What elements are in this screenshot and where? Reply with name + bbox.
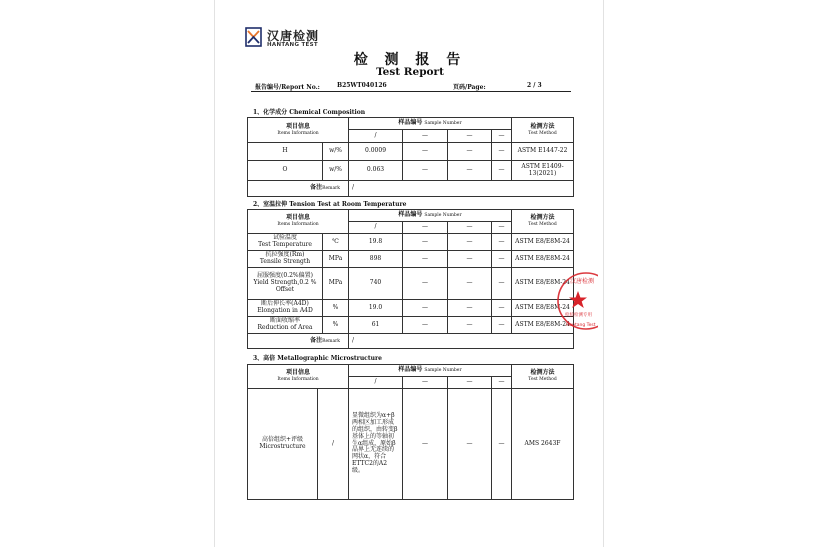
table-row: H w/% 0.0009 — — — ASTM E1447-22 <box>248 143 574 161</box>
svg-text:Hantang Test: Hantang Test <box>566 323 596 328</box>
page-value: 2 / 3 <box>527 82 542 89</box>
report-title-en: Test Report <box>376 66 444 78</box>
seal-stamp <box>556 268 598 334</box>
microstructure-table: 项目信息 Items Information 样品编号 Sample Number 检测方法 Test Method / — — — 高倍组织+评级 Microstructure / 显微组织为α+β两相区加工形成的组织，由转变β基体上的等轴初生α组成，原始β晶界上无连续的网状α，符合ETTC2的A2级。 — — — AMS 2643F <box>247 364 574 500</box>
table-row: 断面收缩率 Reduction of Area % 61 — — — ASTM E8/E8M-24 <box>248 317 574 334</box>
method-header: 检测方法 Test Method <box>512 210 574 234</box>
svg-text:检验检测专用: 检验检测专用 <box>565 313 592 318</box>
sample-number-header: 样品编号 Sample Number <box>349 210 512 222</box>
tension-test-table: 项目信息 Items Information 样品编号 Sample Number 检测方法 Test Method / — — — 试验温度 Test Temperature ℃ 19.8 — — — ASTM E8/E8M-24 抗拉强度(Rm) Tensile Strength MPa 898 — — — ASTM E8/E8M-24 屈服强度(0.2%偏置) Yield Strength,0.2 % Offset MPa 740 — — — ASTM E8/E8M-24 断后伸长率(A4D) Elongation in A4D % 19.0 — — — ASTM E8/E8M-24 断面收缩率 Reduction of Area % 61 — — — ASTM E8/E8M-24 备注Remark / <box>247 209 574 349</box>
method-header: 检测方法 Test Method <box>512 365 574 389</box>
sample-number-header: 样品编号 Sample Number <box>349 365 512 377</box>
svg-text:汉唐检测: 汉唐检测 <box>570 278 595 285</box>
report-page <box>214 0 604 547</box>
report-no-value: B25WT040126 <box>337 82 387 89</box>
remark-row: 备注Remark / <box>248 181 574 197</box>
table-row: 屈服强度(0.2%偏置) Yield Strength,0.2 % Offset MPa 740 — — — ASTM E8/E8M-24 <box>248 268 574 300</box>
items-header: 项目信息 Items Information <box>248 365 349 389</box>
sample-col-2: — <box>403 130 448 143</box>
star-icon <box>569 291 587 308</box>
report-no-label: 报告编号/Report No.: <box>255 84 320 91</box>
sample-number-header: 样品编号 Sample Number <box>349 118 512 130</box>
logo-text-cn: 汉唐检测 <box>267 29 320 43</box>
remark-row: 备注Remark / <box>248 334 574 349</box>
section2-title: 2、室温拉伸 Tension Test at Room Temperature <box>253 201 407 208</box>
chemical-composition-table <box>247 117 574 197</box>
microstructure-description: 显微组织为α+β两相区加工形成的组织，由转变β基体上的等轴初生α组成，原始β晶界上无连续的网状α，符合ETTC2的A2级。 <box>349 389 403 500</box>
logo-text-en: HANTANG TEST <box>267 42 318 48</box>
sample-col-1: / <box>349 130 403 143</box>
table-row: 抗拉强度(Rm) Tensile Strength MPa 898 — — — ASTM E8/E8M-24 <box>248 251 574 268</box>
items-header: 项目信息 Items Information <box>248 210 349 234</box>
report-title-cn: 检 测 报 告 <box>353 52 467 68</box>
section1-title: 1、化学成分 Chemical Composition <box>253 109 366 116</box>
section3-title: 3、高倍 Metallographic Microstructure <box>253 355 382 362</box>
items-header: 项目信息 Items Information <box>248 118 349 143</box>
sample-col-3: — <box>448 130 492 143</box>
sample-col-4: — <box>492 130 512 143</box>
table-row: 试验温度 Test Temperature ℃ 19.8 — — — ASTM E8/E8M-24 <box>248 234 574 251</box>
page-label: 页码/Page: <box>453 84 486 91</box>
table-row: O w/% 0.063 — — — ASTM E1409-13(2021) <box>248 161 574 181</box>
logo-mark-icon <box>245 27 262 47</box>
method-header: 检测方法 Test Method <box>512 118 574 143</box>
header-divider <box>251 91 571 92</box>
table-row: 断后伸长率(A4D) Elongation in A4D % 19.0 — — — ASTM E8/E8M-24 <box>248 300 574 317</box>
table-row: 高倍组织+评级 Microstructure / 显微组织为α+β两相区加工形成的组织，由转变β基体上的等轴初生α组成，原始β晶界上无连续的网状α，符合ETTC2的A2级。 — — — AMS 2643F <box>248 389 574 500</box>
